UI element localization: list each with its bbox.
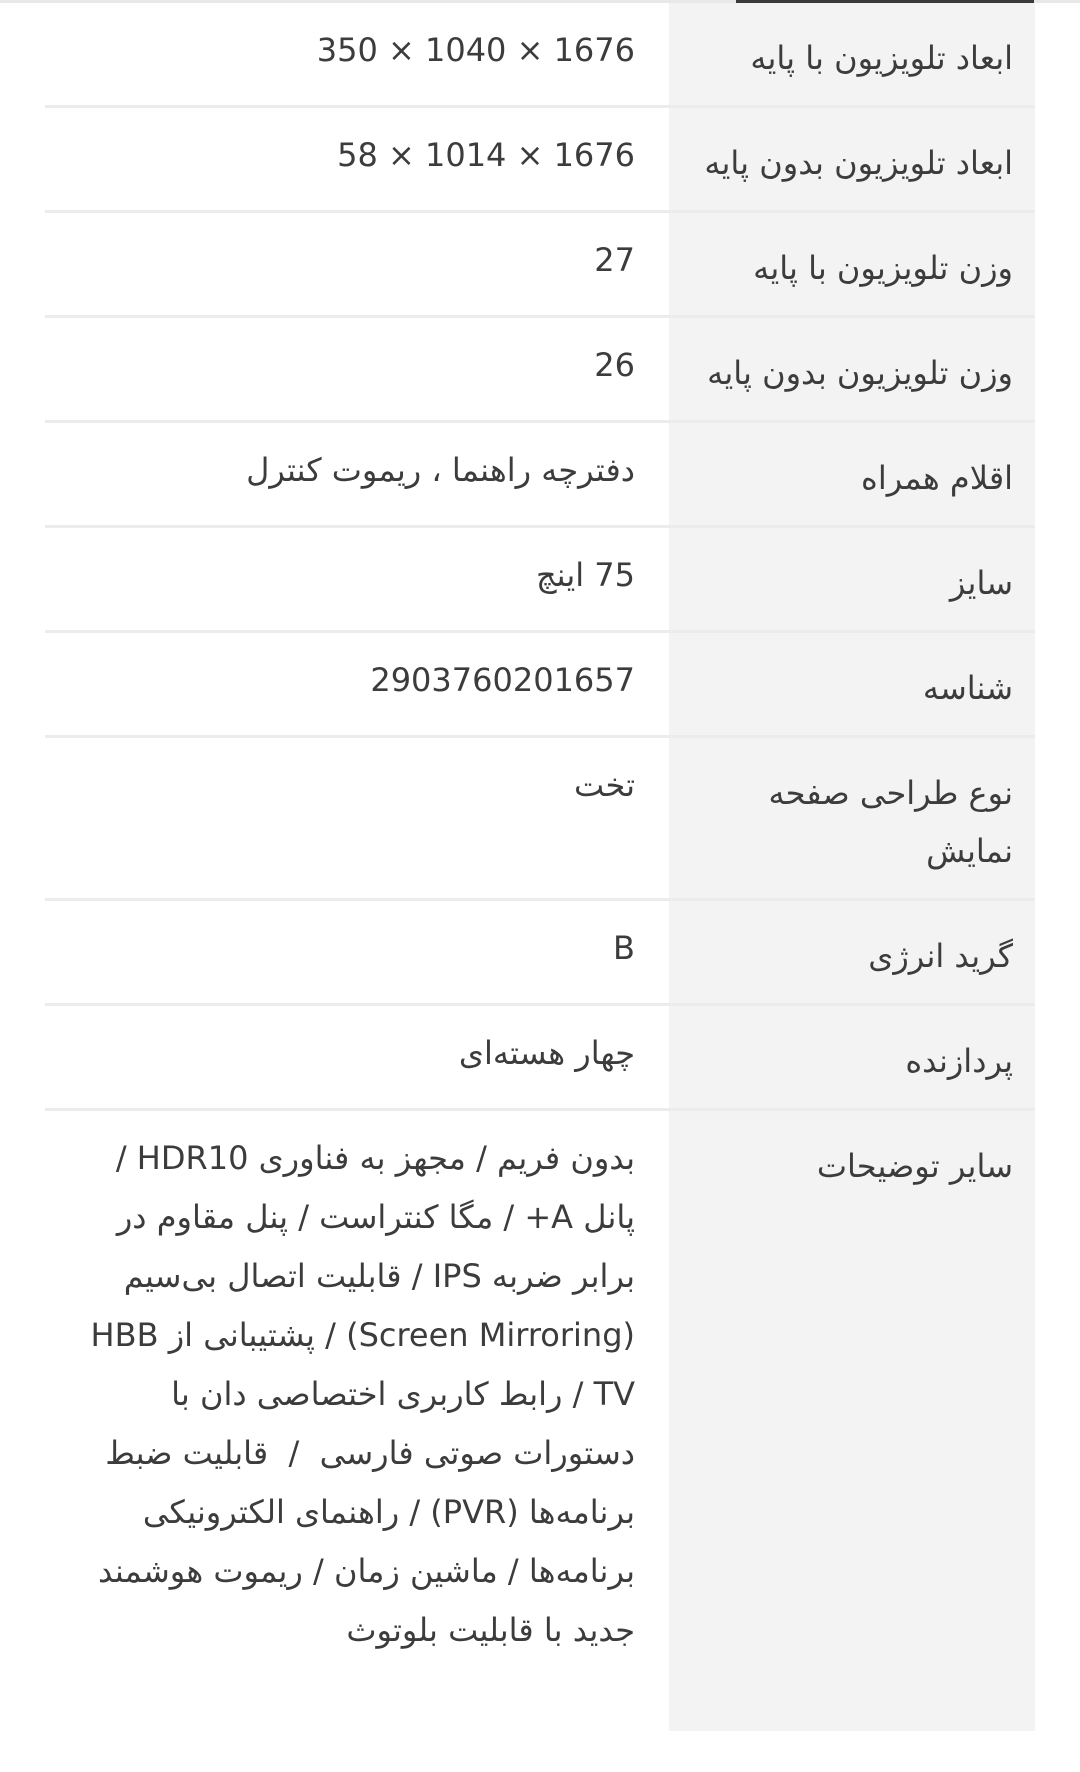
spec-row-weight-with-stand — [45, 213, 1035, 318]
spec-label: ابعاد تلویزیون بدون پایه — [669, 108, 1035, 210]
spec-value: چهار هسته‌ای — [458, 1034, 635, 1072]
spec-row-size — [45, 528, 1035, 633]
spec-label: ابعاد تلویزیون با پایه — [669, 3, 1035, 105]
spec-row-processor — [45, 1006, 1035, 1111]
spec-value: 27 — [594, 241, 635, 279]
spec-value: B — [613, 929, 635, 967]
spec-row-weight-without-stand — [45, 318, 1035, 423]
spec-row-energy-grade — [45, 901, 1035, 1006]
spec-value: تخت — [574, 766, 635, 804]
spec-value: 1676 × 1040 × 350 — [316, 31, 635, 69]
spec-label: پردازنده — [669, 1006, 1035, 1108]
spec-label: سایز — [669, 528, 1035, 630]
spec-label: سایر توضیحات — [669, 1111, 1035, 1731]
spec-label: وزن تلویزیون با پایه — [669, 213, 1035, 315]
spec-row-identifier — [45, 633, 1035, 738]
spec-label: اقلام همراه — [669, 423, 1035, 525]
spec-row-other-descriptions — [45, 1111, 1035, 1731]
spec-value: بدون فریم / مجهز به فناوری HDR10 / پانل A+ / مگا کنتراست / پنل مقاوم در برابر ضربه IPS / قابلیت اتصال بی‌سیم (Screen Mirroring) / پشتیبانی از HBB TV / رابط کاربری اختصاصی دان با دستورات صوتی فارسی / قابلیت ضبط برنامه‌ها (PVR) / راهنمای الکترونیکی برنامه‌ها / ماشین زمان / ریموت هوشمند جدید با قابلیت بلوتوث — [80, 1139, 635, 1649]
spec-value: 75 اینچ — [536, 556, 635, 594]
spec-row-included-items — [45, 423, 1035, 528]
spec-value: دفترچه راهنما ، ریموت کنترل — [246, 451, 635, 489]
spec-label: وزن تلویزیون بدون پایه — [669, 318, 1035, 420]
spec-value: 2903760201657 — [370, 661, 635, 699]
spec-value: 1676 × 1014 × 58 — [337, 136, 635, 174]
spec-label: گرید انرژی — [669, 901, 1035, 1003]
spec-value: 26 — [594, 346, 635, 384]
spec-row-screen-design — [45, 738, 1035, 901]
spec-label: نوع طراحی صفحه نمایش — [669, 738, 1035, 898]
spec-table — [45, 3, 1035, 1731]
spec-label: شناسه — [669, 633, 1035, 735]
spec-row-dimensions-with-stand — [45, 3, 1035, 108]
spec-row-dimensions-without-stand — [45, 108, 1035, 213]
